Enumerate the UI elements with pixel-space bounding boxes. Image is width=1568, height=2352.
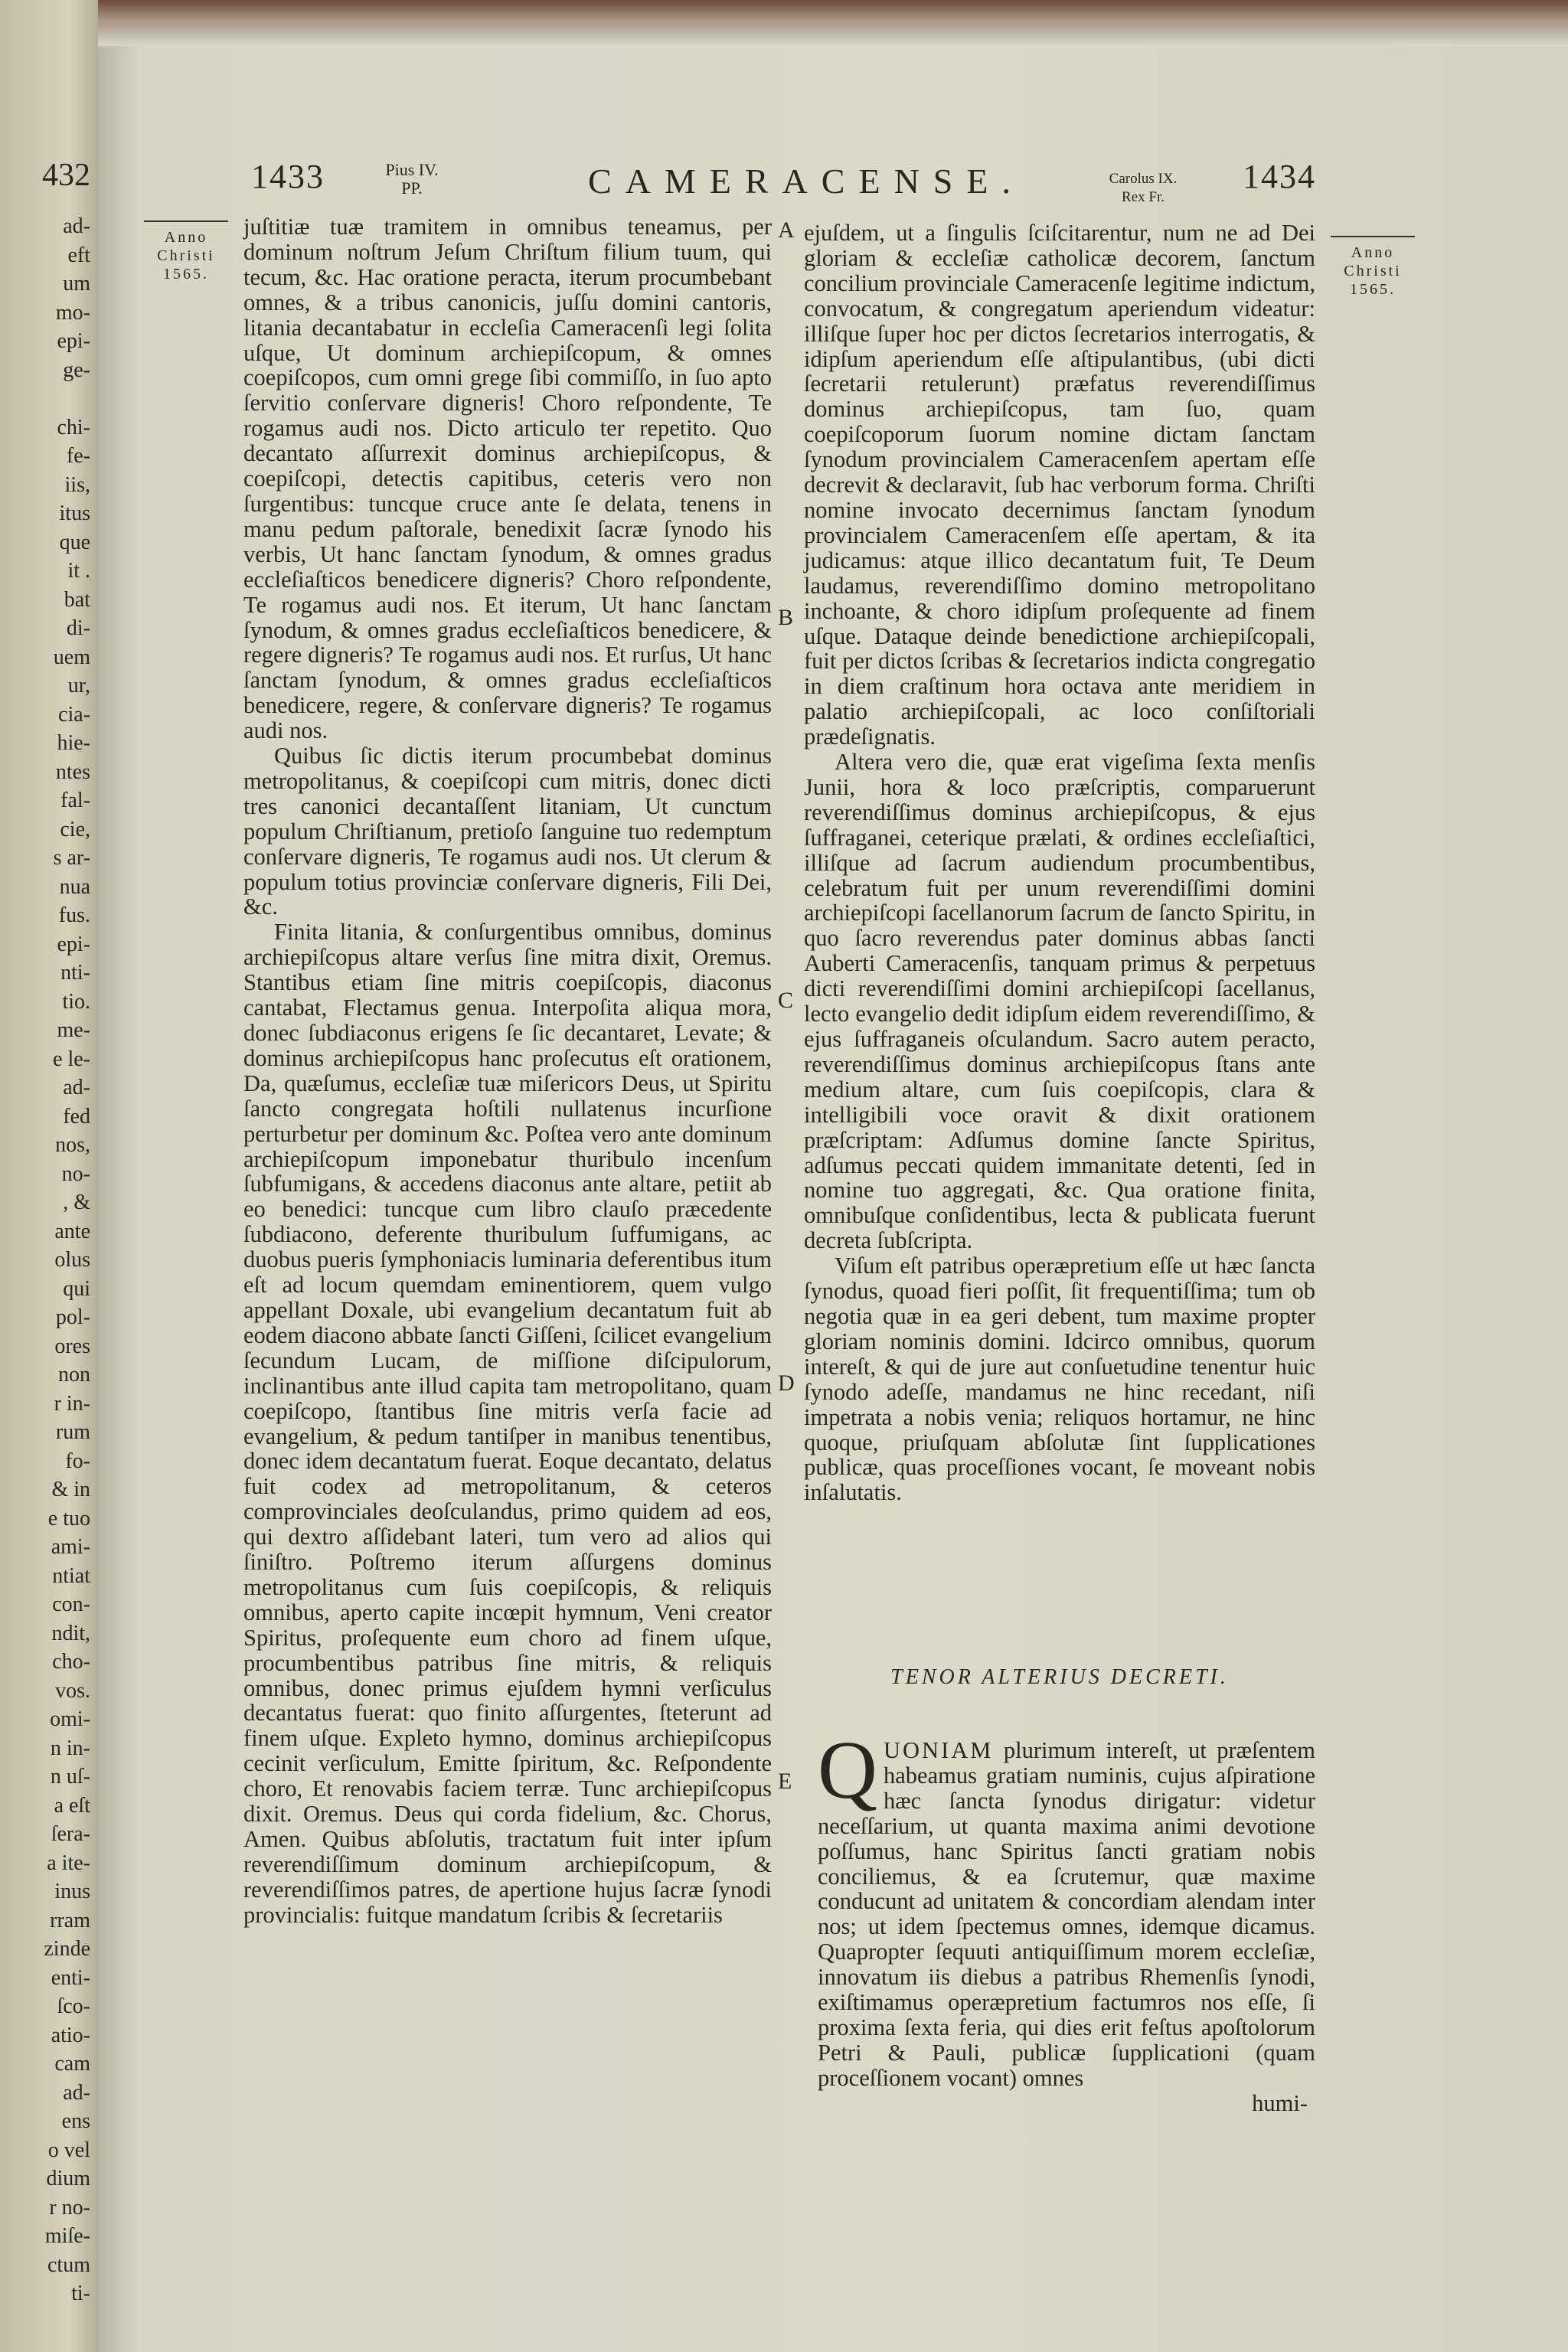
previous-page-line: zinde (44, 1937, 90, 1961)
previous-page-line: miſe- (44, 2224, 90, 2248)
previous-page-line: vos. (55, 1678, 90, 1703)
previous-page-line: ctum (47, 2252, 90, 2277)
previous-page-line: hie- (57, 731, 90, 755)
previous-page-line: non (58, 1363, 90, 1387)
paragraph: Viſum eſt patribus operæpretium eſſe ut hæc ſancta ſynodus, quoad fieri poſſit, ſit frequentiſſima; tum ob negotia quæ in ea geri debent, tum maxime propter gloriam nominis domini. Idcirco omnibus, quorum intereſt, & qui de jure aut conſuetudine tenentur huic ſynodo adeſſe, mandamus ne hinc recedant, niſi impetrata a nobis venia; reliquos hortamur, ne hinc quoque, priuſquam abſolutæ ſint ſupplicationes publicæ, quas proceſſiones vocant, ſe moveant nobis inſalutatis. (804, 1253, 1315, 1506)
previous-page-line: nos, (55, 1133, 90, 1157)
catchword: humi- (1252, 2089, 1308, 2116)
previous-page-number: 432 (42, 158, 90, 193)
previous-page-line: nua (59, 874, 90, 899)
right-page-number: 1434 (1243, 158, 1316, 195)
previous-page-line: ſera- (51, 1822, 90, 1846)
left-column (243, 214, 772, 1928)
book-page (98, 0, 1568, 2352)
decree-text (818, 1725, 1315, 2116)
previous-page-line: it . (67, 559, 90, 583)
previous-page-line: fus. (58, 903, 90, 927)
previous-page-line: n in- (50, 1736, 90, 1760)
previous-page-line: ntes (55, 760, 90, 784)
previous-page-line: & in (51, 1478, 90, 1501)
paragraph: juſtitiæ tuæ tramitem in omnibus teneamus, per dominum noſtrum Jeſum Chriſtum filium tuum, qui tecum, &c. Hac oratione peracta, iterum procumbebant omnes, & a tribus canonicis, juſſu domini cantoris, litania decantabatur in eccleſia Cameracenſi legi ſolita uſque, Ut dominum archiepiſcopum, & omnes coepiſcopos, cum omni grege ſibi commiſſo, in ſuo apto ſervitio conſervare digneris! Choro reſpondente, Te rogamus audi nos. Dicto articulo ter repetito. Quo decantato aſſurrexit dominus archiepiſcopus, & coepiſcopi, detectis capitibus, ceteris vero non ſurgentibus: tuncque cruce ante ſe delata, tenens in manu pedum paſtorale, benedixit ſacræ ſynodo his verbis, Ut hanc ſanctam ſynodum, & omnes gradus eccleſiaſticos benedicere digneris? Choro reſpondente, Te rogamus audi nos. Et iterum, Ut hanc ſanctam ſynodum, & omnes gradus eccleſiaſticos benedicere, & regere digneris? Te rogamus audi nos. Et rurſus, Ut hanc ſanctam ſynodum, & omnes gradus eccleſiaſticos benedicere, regere, & conſervare digneris? Te rogamus audi nos. (243, 214, 772, 744)
previous-page-line: e le- (53, 1047, 90, 1071)
previous-page-line: qui (63, 1276, 90, 1301)
decree-heading: TENOR ALTERIUS DECRETI. (890, 1665, 1229, 1689)
previous-page-line: ami- (51, 1535, 90, 1559)
paragraph: ejuſdem, ut a ſingulis ſciſcitarentur, num ne ad Dei gloriam & eccleſiæ catholicæ decorem, ſanctum concilium provinciale Cameracenſe legitime indictum, convocatum, & congregatum aperiendum videatur: illiſque ſuper hoc per dictos ſecretarios interrogatis, & idipſum aperiendum eſſe aſtipulantibus, (ubi dicti ſecretarii retulerunt) præfatus reverendiſſimus dominus archiepiſcopus, tam ſuo, quam coepiſcoporum ſuorum nomine dictam ſanctam ſynodum provincialem Cameracenſem apertam eſſe decrevit & declaravit, ſub hac verborum forma. Chriſti nomine invocato decernimus ſanctam ſynodum provincialem Cameracenſem eſſe apertam, & ita judicamus: atque illico decantatum fuit, Te Deum laudamus, reverendiſſimo domino metropolitano inchoante, & choro idipſum proſequente ad finem uſque. Dataque deinde benedictione archiepiſcopali, fuit per dictos ſcribas & ſecretarios indicta congregatio in diem craſtinum hora octava ante meridiem in palatio archiepiſcopali, ac loco conſiſtoriali prædeſignatis. (804, 220, 1315, 750)
previous-page-line: no- (61, 1161, 90, 1186)
right-column (804, 220, 1315, 1505)
left-running-head: Pius IV. PP. (385, 160, 439, 198)
previous-page-line: bat (64, 587, 90, 612)
previous-page-line: ntiat (52, 1563, 90, 1588)
section-letter-a: A (778, 217, 795, 243)
decree-opening-word: UONIAM (884, 1737, 994, 1763)
previous-page-line: a eſt (54, 1793, 90, 1818)
previous-page-line: di- (66, 616, 90, 640)
previous-page-line: me- (57, 1018, 90, 1042)
previous-page-line: e tuo (47, 1506, 90, 1530)
previous-page-line: que (59, 530, 90, 554)
previous-page-line: ſco- (57, 1994, 90, 2018)
previous-page-line: cho- (52, 1650, 90, 1674)
decree-body: plurimum intereſt, ut præſentem habeamus gratiam numinis, cujus aſpiratione hæc ſancta ſynodus dirigatur: videtur neceſſarium, ut quanta maxima animi devotione poſſumus, hanc Spiritus ſancti gratiam nobis conciliemus, & ea ſcrutemur, quæ maxime conducunt ad unitatem & concordiam alendam inter nos; ut idem ſpectemus omnes, idemque dicamus. Quapropter ſequuti antiquiſſimum morem eccleſiæ, innovatum iis diebus a patribus Rhemenſis ſynodi, exiſtimamus operæpretium factumros nos eſſe, ſi proxima ſexta feria, qui dies erit feſtus apoſtolorum Petri & Pauli, publicæ ſupplicationi (quam proceſſionem vocant) omnes (818, 1737, 1315, 2091)
previous-page-line: rram (50, 1908, 90, 1932)
previous-page-line: eft (67, 243, 90, 267)
previous-page-line: epi- (57, 932, 90, 956)
previous-page-line: um (63, 272, 90, 296)
previous-page-line: rum (55, 1420, 90, 1444)
previous-page-line: cie, (60, 817, 90, 841)
previous-page-line: ad- (63, 2080, 90, 2105)
left-margin-note: Anno Christi 1565. (157, 229, 215, 283)
previous-page-line: , & (63, 1191, 90, 1214)
right-margin-rule (1331, 236, 1415, 237)
right-margin-note: Anno Christi 1565. (1344, 244, 1402, 298)
previous-page-line: mo- (55, 300, 90, 325)
paragraph: Quibus ſic dictis iterum procumbebat dominus metropolitanus, & coepiſcopi cum mitris, donec dicti tres canonici decantaſſent litaniam, Ut cunctum populum Chriſtianum, pretioſo ſanguine tuo redemptum conſervare digneris, Te rogamus audi nos. Ut clerum & populum totius provinciæ conſervare digneris, Fili Dei, &c. (243, 743, 772, 920)
previous-page-line: ti- (71, 2282, 90, 2305)
previous-page-line: ens (61, 2109, 90, 2133)
previous-page-line: o vel (47, 2138, 90, 2162)
paragraph: Finita litania, & conſurgentibus omnibus, dominus archiepiſcopus altare verſus ſine mitra dixit, Oremus. Stantibus etiam ſine mitris coepiſcopis, diaconus cantabat, Flectamus genua. Interpoſita aliqua mora, donec ſubdiaconus erigens ſe ſic decantaret, Levate; & dominus archiepiſcopus hanc proſecutus eſt orationem, Da, quæſumus, eccleſiæ tuæ miſericors Deus, ut Spiritu ſancto congregata hoſtili nullatenus incurſione perturbetur per dominum &c. Poſtea vero ante dominum archiepiſcopum imponebatur thuribulo incenſum ſubfumigans, & accedens diaconus ante altare, petiit ab eo benedici: tuncque cum libro clauſo præcedente ſubdiacono, deferente thuribulum ſuffumigans, ac duobus pueris ſymphoniacis luminaria deferentibus itum eſt ad locum quemdam eminentiorem, quem vulgo appellant Doxale, ubi evangelium decantatum fuit ab eodem diacono abbate ſancti Giſſeni, ſcilicet evangelium ſecundum Lucam, de miſſione diſcipulorum, inclinantibus ante illud capita tam metropolitano, quam coepiſcopo, ſtantibus ſine mitris verſa facie ad evangelium, & pedum tantiſper in manibus tenentibus, donec idem decantatum fuerat. Eoque decantato, delatus fuit codex ad metropolitanum, & ceteros comprovinciales deoſculandus, primo quidem ad eos, qui dextro aſſidebant lateri, tum vero ad alios qui ſiniſtro. Poſtremo iterum aſſurgens dominus metropolitanus cum ſuis coepiſcopis, & reliquis omnibus, aperto capite incœpit hymnum, Veni creator Spiritus, proſequente eum choro ad finem uſque, procumbentibus patribus ſine mitris, & reliquis omnibus, donec primus ejuſdem hymni verſiculus decantatus fuerat: quo finito aſſurgentes, ſteterunt ad finem uſque. Expleto hymno, dominus archiepiſcopus cecinit verſiculum, Emitte ſpiritum, &c. Reſpondente choro, Et renovabis faciem terræ. Tunc archiepiſcopus dixit. Oremus. Deus qui corda fidelium, &c. Chorus, Amen. Quibus abſolutis, tractatum fuit inter ipſum reverendiſſimum dominum archiepiſcopum, & reverendiſſimos patres, de apertione hujus ſacræ ſynodi provincialis: fuitque mandatum ſcribis & ſecretariis (243, 919, 772, 1928)
previous-page-line: atio- (51, 2023, 90, 2047)
previous-page-line: ge- (63, 358, 90, 382)
previous-page-line: inus (54, 1880, 90, 1903)
previous-page-line: ur, (67, 674, 90, 697)
section-letter-e: E (778, 1769, 792, 1794)
previous-page-line: fal- (60, 789, 90, 812)
previous-page-line: cia- (58, 702, 90, 727)
previous-page-line: ante (54, 1219, 90, 1243)
previous-page-line: omi- (50, 1707, 90, 1731)
previous-page-line: con- (52, 1592, 90, 1616)
page-top-shadow (98, 0, 1568, 46)
previous-page-line: a ite- (47, 1851, 90, 1875)
previous-page-line: iis, (64, 472, 90, 497)
previous-page-line: ad- (63, 1076, 90, 1099)
previous-page-line: dium (46, 2167, 90, 2190)
section-letter-d: D (778, 1370, 795, 1396)
section-letter-c: C (778, 988, 794, 1013)
left-page-number: 1433 (251, 158, 325, 195)
previous-page-line: uem (53, 645, 90, 669)
right-running-head: Carolus IX. Rex Fr. (1109, 171, 1178, 205)
previous-page-line: pol- (55, 1305, 90, 1329)
previous-page-line: chi- (57, 415, 90, 439)
previous-page-line: cam (54, 2052, 90, 2076)
previous-page-line: s ar- (53, 846, 90, 870)
previous-page-line: ores (54, 1334, 90, 1358)
previous-page-line: fed (63, 1104, 90, 1129)
previous-page-line: epi- (57, 329, 90, 353)
previous-page-line: itus (59, 501, 90, 525)
previous-page-line: tio. (62, 989, 90, 1014)
paragraph: Altera vero die, quæ erat vigeſima ſexta menſis Junii, hora & loco præſcriptis, comparuerunt reverendiſſimus dominus archiepiſcopus, & ejus ſuffraganei, ceterique prælati, & ordines eccleſiaſtici, illiſque ad ſacrum audiendum procumbentibus, celebratum fuit per unum reverendiſſimi domini archiepiſcopi ſacellanorum ſacrum de ſancto Spiritu, in quo ſacro reverendus pater dominus abbas ſancti Auberti Cameracenſis, tanquam primus & perpetuus dicti reverendiſſimi domini archiepiſcopi ſacellanus, lecto evangelio dedit idipſum eidem reverendiſſimo, & ejus ſuffraganeis oſculandum. Sacro autem peracto, reverendiſſimus dominus archiepiſcopus ſtans ante medium altare, cum ſuis coepiſcopis, clara & intelligibili voce oravit & dixit orationem præſcriptam: Adſumus domine ſancte Spiritus, adſumus peccati quidem immanitate detenti, ſed in nomine tuo aggregati, &c. Qua oratione finita, omnibuſque conſidentibus, lecta & publicata fuerunt decreta ſubſcripta. (804, 749, 1315, 1254)
section-letter-b: B (778, 605, 794, 630)
previous-page-line: ndit, (51, 1621, 90, 1645)
previous-page-line: olus (54, 1248, 90, 1272)
previous-page-line: fo- (65, 1449, 90, 1473)
previous-page-line: nti- (60, 961, 90, 985)
previous-page-line: r no- (49, 2195, 90, 2220)
previous-page (0, 0, 98, 2352)
previous-page-line: enti- (51, 1965, 90, 1990)
previous-page-line: fe- (66, 444, 90, 468)
previous-page-line: ad- (63, 214, 90, 238)
page-title: CAMERACENSE. (588, 162, 1024, 201)
previous-page-line: n uſ- (50, 1765, 90, 1788)
previous-page-line: r in- (54, 1391, 90, 1416)
drop-cap: Q (818, 1725, 877, 1816)
left-margin-rule (144, 220, 228, 222)
